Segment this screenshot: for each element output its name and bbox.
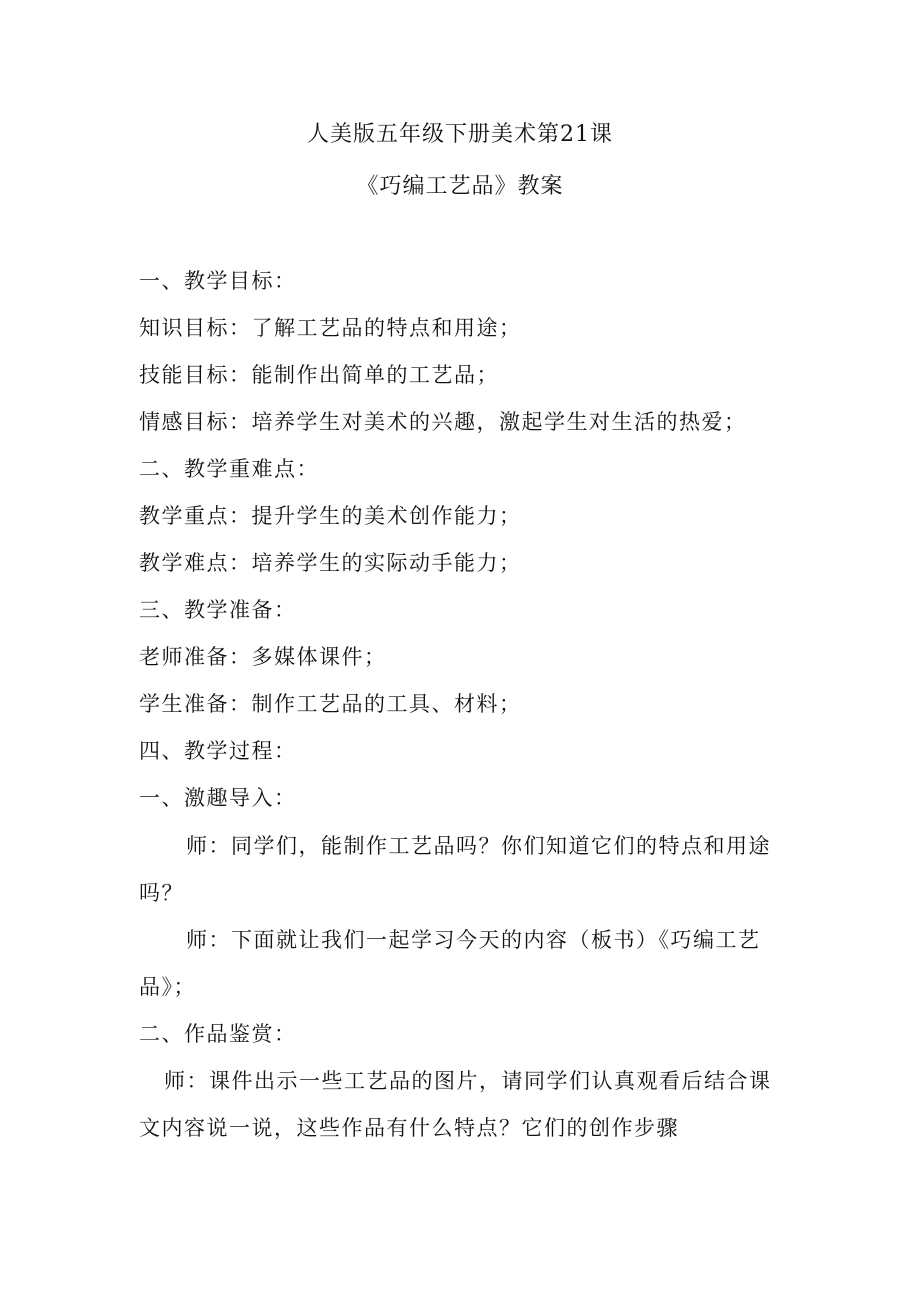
paragraph-student-prep: 学生准备：制作工艺品的工具、材料； [139,692,522,716]
paragraph-intro-2-line-2: 品》； [139,975,196,999]
paragraph-skill-goal: 技能目标：能制作出简单的工艺品； [139,363,499,387]
paragraph-key-point: 教学重点：提升学生的美术创作能力； [139,504,522,528]
section-heading-process: 四、教学过程： [139,739,297,763]
paragraph-emotion-goal: 情感目标：培养学生对美术的兴趣，激起学生对生活的热爱； [139,410,747,434]
paragraph-appreciation-line-2: 文内容说一说，这些作品有什么特点？它们的创作步骤 [139,1116,679,1140]
title-line-2: 《巧编工艺品》教案 [356,174,564,199]
paragraph-difficulty: 教学难点：培养学生的实际动手能力； [139,551,522,575]
subsection-heading-intro: 一、激趣导入： [139,786,297,810]
section-heading-key-points: 二、教学重难点： [139,457,319,481]
subsection-heading-appreciation: 二、作品鉴赏： [139,1022,297,1046]
paragraph-knowledge-goal: 知识目标：了解工艺品的特点和用途； [139,316,522,340]
paragraph-intro-1-line-2: 吗？ [139,881,184,905]
title-line-1: 人美版五年级下册美术第21课 [307,122,613,147]
paragraph-teacher-prep: 老师准备：多媒体课件； [139,645,387,669]
section-heading-preparation: 三、教学准备： [139,598,297,622]
section-heading-objectives: 一、教学目标： [139,269,297,293]
paragraph-intro-2-line-1: 师：下面就让我们一起学习今天的内容（板书）《巧编工艺 [186,928,761,952]
paragraph-intro-1-line-1: 师：同学们，能制作工艺品吗？你们知道它们的特点和用途 [186,834,771,858]
paragraph-appreciation-line-1: 师：课件出示一些工艺品的图片，请同学们认真观看后结合课 [164,1069,772,1093]
